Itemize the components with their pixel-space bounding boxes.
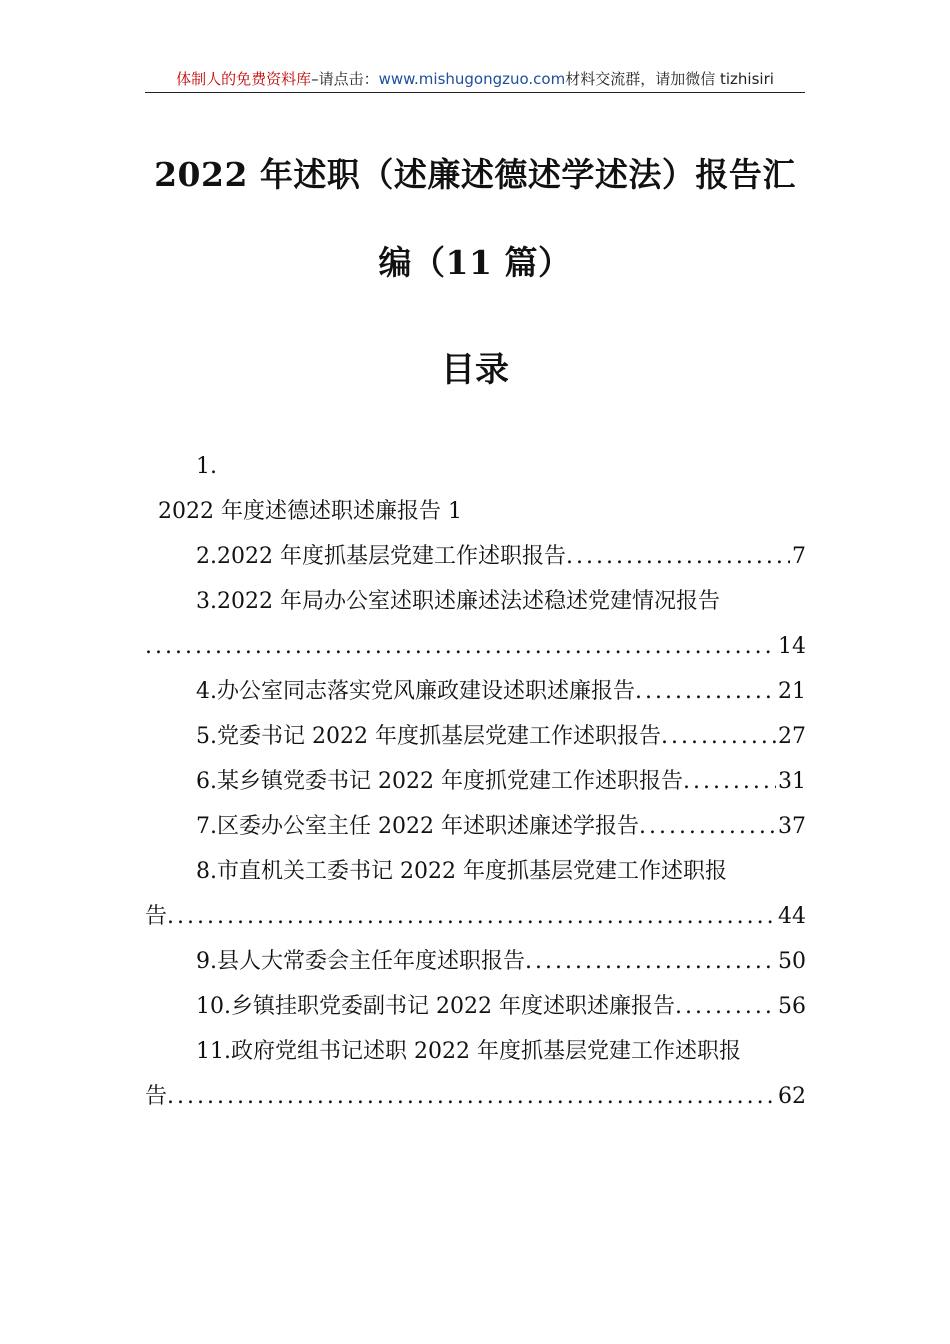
- toc-entry-5[interactable]: [196, 722, 806, 752]
- toc-entry-1[interactable]: 2022 年度述德述职述廉报告 1: [158, 499, 462, 524]
- toc-entry-4-text: 4.办公室同志落实党风廉政建设述职述廉报告: [196, 679, 635, 704]
- toc-leader-dots: [167, 1082, 776, 1112]
- toc-entry-3[interactable]: 3.2022 年局办公室述职述廉述法述稳述党建情况报告: [196, 589, 720, 614]
- header-brand: 体制人的免费资料库: [176, 70, 312, 88]
- toc-leader-dots: [635, 677, 776, 707]
- toc-entry-6-page: 31: [778, 769, 806, 794]
- page-header: [145, 68, 805, 93]
- toc-entry-8-cont-text: 告: [145, 904, 168, 929]
- toc-entry-10[interactable]: [196, 992, 806, 1022]
- document-title-line-1: 2022 年述职（述廉述德述学述法）报告汇: [154, 155, 796, 194]
- toc-entry-2[interactable]: [196, 542, 806, 572]
- toc-entry-9-page: 50: [778, 949, 806, 974]
- toc-entry-4-page: 21: [778, 679, 806, 704]
- toc-entry-1-number: 1.: [196, 454, 217, 479]
- toc-entry-8-page: 44: [778, 904, 806, 929]
- toc-entry-4[interactable]: [196, 677, 806, 707]
- toc-entry-5-page: 27: [778, 724, 806, 749]
- toc-leader-dots: [675, 992, 776, 1022]
- toc-entry-6-text: 6.某乡镇党委书记 2022 年度抓党建工作述职报告: [196, 769, 683, 794]
- toc-entry-7[interactable]: [196, 812, 806, 842]
- header-suffix: 材料交流群，请加微信 tizhisiri: [565, 70, 774, 88]
- toc-entry-8-continuation: [145, 902, 806, 932]
- toc-entry-5-text: 5.党委书记 2022 年度抓基层党建工作述职报告: [196, 724, 661, 749]
- toc-entry-11[interactable]: 11.政府党组书记述职 2022 年度抓基层党建工作述职报: [196, 1039, 741, 1064]
- toc-leader-dots: [566, 542, 790, 572]
- toc-leader-dots: [683, 767, 776, 797]
- toc-leader-dots: [661, 722, 776, 752]
- toc-entry-11-page: 62: [778, 1084, 806, 1109]
- toc-leader-dots: [639, 812, 776, 842]
- toc-entry-9-text: 9.县人大常委会主任年度述职报告: [196, 949, 525, 974]
- toc-entry-7-page: 37: [778, 814, 806, 839]
- toc-leader-dots: [525, 947, 776, 977]
- header-prompt: –请点击：: [311, 70, 379, 88]
- toc-entry-8[interactable]: 8.市直机关工委书记 2022 年度抓基层党建工作述职报: [196, 859, 727, 884]
- toc-entry-11-cont-text: 告: [145, 1084, 168, 1109]
- toc-entry-9[interactable]: [196, 947, 806, 977]
- toc-entry-11-continuation: [145, 1082, 806, 1112]
- toc-heading: 目录: [441, 350, 509, 390]
- header-url-link[interactable]: www.mishugongzuo.com: [378, 70, 566, 88]
- toc-leader-dots: [145, 632, 776, 662]
- toc-entry-2-page: 7: [792, 544, 806, 569]
- toc-leader-dots: [167, 902, 776, 932]
- toc-entry-10-text: 10.乡镇挂职党委副书记 2022 年度述职述廉报告: [196, 994, 675, 1019]
- toc-entry-6[interactable]: [196, 767, 806, 797]
- toc-entry-7-text: 7.区委办公室主任 2022 年述职述廉述学报告: [196, 814, 639, 839]
- toc-entry-3-continuation: [145, 632, 806, 662]
- toc-entry-2-text: 2.2022 年度抓基层党建工作述职报告: [196, 544, 566, 569]
- toc-entry-10-page: 56: [778, 994, 806, 1019]
- document-title-line-2: 编（11 篇）: [378, 243, 572, 282]
- toc-entry-3-page: 14: [778, 634, 806, 659]
